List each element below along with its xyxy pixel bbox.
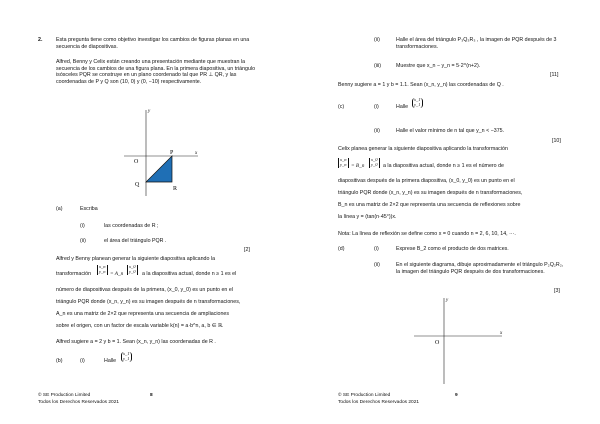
vector-top: x_0 [129, 264, 136, 269]
a-ii-label: (ii) [80, 238, 86, 244]
a-i-label: (i) [80, 223, 85, 229]
text-line-7: Alfred sugiere a = 2 y b = 1. Sean (x_n, y_n) las coordenadas de R . [56, 339, 216, 345]
celix-line-2-suffix: a la diapositiva actual, donde n ≥ 1 es el número de [383, 163, 504, 169]
c-i-text: Halle [396, 104, 409, 110]
blank-axes-diagram [410, 294, 510, 386]
part-a-text: Escriba [80, 206, 98, 212]
vector-bottom: y_n [340, 161, 347, 167]
question-context: Alfred, Benny y Celix están creando una presentación mediante que muestran la secuencia de los cambios de una figura plana. En la primera diapositiva, un triángulo isósceles PQR se construye en un plano coordenado tal que PR ⊥ QR, y las coordenadas de P y Q son (10, 0) y (0, −10) respectivamente. [56, 59, 256, 85]
text-line-6: sobre el origen, con un factor de escala variable k(n) = a·b^n, a, b ∈ ℝ. [56, 323, 224, 329]
celix-line-6: la línea y = (tan(n·45°))x. [338, 214, 397, 220]
text-line-2-suffix: a la diapositiva actual, donde n ≥ 1 es el [142, 271, 237, 277]
part-a-label: (a) [56, 206, 63, 212]
celix-line-4: triángulo PQR donde (x_n, y_n) es su imagen después de n transformaciones, [338, 190, 523, 196]
y-axis-label: y [446, 298, 449, 303]
marks-c: [10] [552, 138, 561, 144]
b-i-label: (i) [80, 358, 85, 364]
triangle-pqr [146, 156, 172, 182]
vector-top: x_n [99, 264, 106, 269]
vector-top: x_0 [371, 157, 378, 162]
c-ii-label: (ii) [374, 128, 380, 134]
vector-bottom: y_1 [123, 355, 130, 361]
d-i-label: (i) [374, 246, 379, 252]
matrix-an: = A_n [110, 271, 124, 277]
page-number: 8 [150, 393, 153, 398]
b-ii-label: (ii) [374, 37, 380, 43]
origin-label: O [435, 340, 440, 346]
vector-x0-y0 [127, 265, 138, 275]
b-iii-label: (iii) [374, 63, 382, 69]
page-number: 9 [455, 393, 458, 398]
b-ii-text: Halle el área del triángulo P₃Q₃R₃ , la imagen de PQR después de 3 transformaciones. [396, 37, 557, 50]
vector-top: x_1 [414, 97, 421, 102]
text-line-3: número de diapositivas después de la primera, (x_0, y_0) es un punto en el [56, 287, 233, 293]
text-line-2-prefix: transformación [56, 271, 92, 277]
vector-top: x_n [340, 157, 347, 162]
vector-top: x_1 [123, 351, 130, 356]
text-line-1: Alfred y Benny planean generar la siguiente diapositiva aplicando la [56, 256, 216, 262]
line-benny: Benny sugiere a = 1 y b = 1.1. Sean (x_n, y_n) las coordenadas de Q . [338, 82, 504, 88]
footer-rights: Todos los Derechos Reservados 2021 [38, 400, 120, 405]
triangle-pqr-diagram [120, 106, 200, 198]
point-q-label: Q [135, 182, 140, 188]
question-number: 2. [38, 37, 43, 43]
x-axis-label: x [500, 331, 503, 336]
marks-a: [2] [244, 247, 250, 253]
c-ii-text: Halle el valor mínimo de n tal que y_n < −375. [396, 128, 505, 134]
matrix-bn: = B_n [351, 163, 365, 169]
right-page [300, 0, 600, 424]
footer-rights: Todos los Derechos Reservados 2021 [338, 400, 420, 405]
point-p-label: P [170, 150, 174, 156]
origin-label: O [134, 159, 139, 165]
vector-bottom: y_1 [414, 101, 421, 107]
c-i-label: (i) [374, 104, 379, 110]
celix-line-1: Celix planea generar la siguiente diapositiva aplicando la transformación [338, 146, 508, 152]
text-line-5: A_n es una matriz de 2×2 que representa una secuencia de ampliaciones [56, 311, 229, 317]
vector-bottom: y_0 [371, 161, 378, 167]
d-ii-label: (ii) [374, 262, 380, 268]
text-line-4: triángulo PQR donde (x_n, y_n) es su imagen después de n transformaciones, [56, 299, 241, 305]
vector-xn-yn [97, 265, 108, 275]
part-d-label: (d) [338, 246, 345, 252]
marks-d: [3] [554, 288, 560, 294]
vector-x1-y1 [121, 352, 132, 362]
footer-company: © SE Production Limited [338, 393, 391, 398]
b-i-text: Halle [104, 358, 117, 364]
vector-c-x1-y1 [412, 98, 423, 108]
marks-b: [11] [550, 72, 559, 78]
point-r-label: R [173, 186, 178, 192]
vector-bottom: y_n [99, 268, 106, 274]
question-intro: Esta pregunta tiene como objetivo investigar los cambios de figuras planas en una secuencia de diapositivas. [56, 37, 250, 50]
celix-line-3: diapositivas después de la primera diapositiva, (x_0, y_0) es un punto en el [338, 178, 515, 184]
footer-company: © SE Production Limited [38, 393, 91, 398]
celix-vector-xn-yn [338, 158, 349, 168]
a-i-text: las coordenadas de R ; [104, 223, 159, 229]
vector-bottom: y_0 [129, 268, 136, 274]
part-b-label: (b) [56, 358, 63, 364]
y-axis-label: y [148, 109, 151, 114]
note: Nota: La línea de reflexión se define como x = 0 cuando n = 2, 6, 10, 14, ···. [338, 231, 516, 237]
part-c-label: (c) [338, 104, 345, 110]
celix-line-5: B_n es una matriz de 2×2 que representa una secuencia de reflexiones sobre [338, 202, 521, 208]
a-ii-text: el área del triángulo PQR . [104, 238, 167, 244]
d-i-text: Exprese B_2 como el producto de dos matrices. [396, 246, 509, 252]
celix-vector-x0-y0 [369, 158, 380, 168]
d-ii-text: En el siguiente diagrama, dibuje aproximadamente el triángulo P₂Q₂R₂, la imagen del triángulo PQR después de dos transformaciones. [396, 262, 564, 275]
x-axis-label: x [195, 151, 198, 156]
b-iii-text: Muestre que x_n − y_n = 5·2^(n+2). [396, 63, 481, 69]
